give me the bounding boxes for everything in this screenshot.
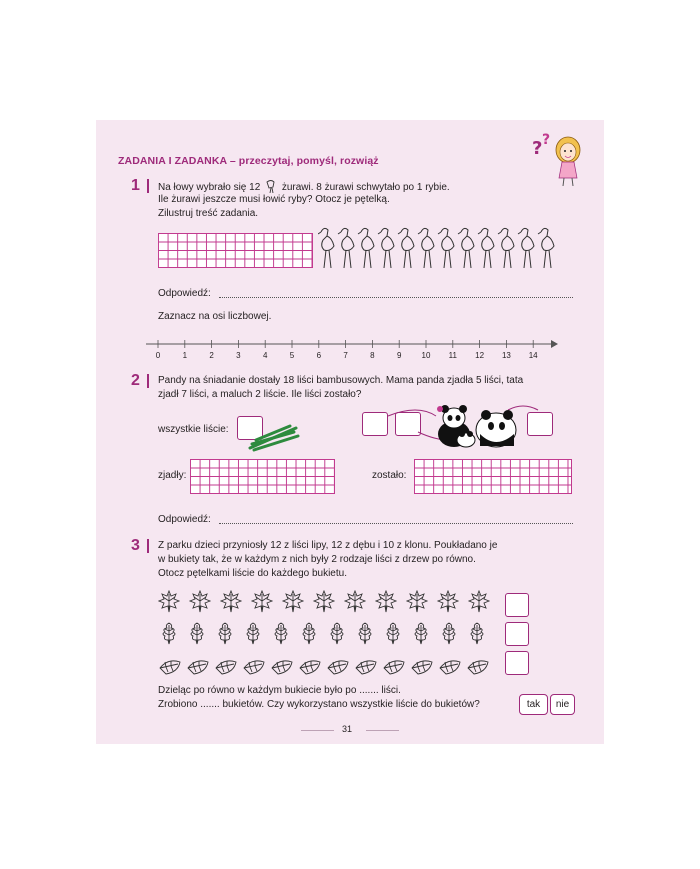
number-line-label: 9	[396, 351, 402, 360]
task3-number: 3	[131, 537, 140, 554]
task3-line2: w bukiety tak, że w każdym z nich były 2 rodzaje liści z drzew po równo.	[158, 554, 476, 565]
task3-line1: Z parku dzieci przyniosły 12 z liści lipy, 12 z dębu i 10 z klonu. Poukładano je	[158, 540, 498, 551]
number-line-label: 8	[370, 351, 375, 360]
task1-numberline-label: Zaznacz na osi liczbowej.	[158, 311, 272, 322]
all-leaves-label: wszystkie liście:	[158, 424, 229, 435]
number-line-label: 7	[343, 351, 348, 360]
left-grid[interactable]	[414, 459, 572, 494]
heading-bold: ZADANIA I ZADANKA	[118, 155, 227, 167]
bouquet-box-2[interactable]	[505, 622, 529, 646]
number-line-label: 12	[475, 351, 485, 360]
number-line-label: 14	[528, 351, 538, 360]
task1-number: 1	[131, 177, 140, 194]
number-line[interactable]	[146, 338, 561, 364]
number-line-label: 5	[289, 351, 295, 360]
workbook-page	[96, 120, 604, 744]
task2-number: 2	[131, 372, 140, 389]
heading-rest: – przeczytaj, pomyśl, rozwiąż	[226, 155, 379, 167]
task1-answer-line[interactable]	[219, 297, 573, 298]
bouquet-box-3[interactable]	[505, 651, 529, 675]
number-line-label: 11	[448, 351, 457, 360]
bamboo-leaves-icon	[246, 422, 302, 452]
task2-line2: zjadł 7 liści, a maluch 2 liście. Ile liści zostało?	[158, 389, 362, 400]
page-number: 31	[342, 724, 353, 734]
task2-answer-line[interactable]	[219, 523, 573, 524]
thinking-girl-icon	[526, 128, 586, 190]
task2-line1: Pandy na śniadanie dostały 18 liści bambusowych. Mama panda zjadła 5 liści, tata	[158, 375, 524, 386]
leaves-illustration	[158, 590, 500, 684]
ate-label: zjadły:	[158, 470, 187, 481]
task2-bar	[147, 374, 149, 388]
number-line-label: 13	[501, 351, 511, 360]
page-heading	[118, 155, 379, 167]
footer-line-right	[366, 730, 399, 731]
pandas-illustration	[358, 396, 558, 450]
crane-icon	[263, 179, 279, 193]
task1-drawing-grid[interactable]	[158, 233, 313, 268]
yes-option[interactable]: tak	[519, 694, 548, 715]
svg-text:?: ?	[542, 132, 551, 148]
left-label: zostało:	[372, 470, 407, 481]
number-line-label: 2	[209, 351, 214, 360]
cranes-illustration	[318, 224, 564, 272]
svg-text:?: ?	[532, 138, 543, 159]
task1-line1b: żurawi. 8 żurawi schwytało po 1 rybie.	[281, 182, 450, 193]
task3-bar	[147, 539, 149, 553]
number-line-label: 3	[236, 351, 241, 360]
task2-answer-label: Odpowiedź:	[158, 514, 211, 525]
task1-bar	[147, 179, 149, 193]
task1-answer-label: Odpowiedź:	[158, 288, 211, 299]
number-line-label: 1	[182, 351, 188, 360]
number-line-label: 4	[262, 351, 268, 360]
number-line-axis	[146, 338, 561, 350]
no-option[interactable]: nie	[550, 694, 575, 715]
task1-line2: Ile żurawi jeszcze musi łowić ryby? Otocz je pętelką.	[158, 194, 390, 205]
ate-grid[interactable]	[190, 459, 335, 494]
number-line-label: 0	[155, 351, 161, 360]
task3-line3: Otocz pętelkami liście do każdego bukietu.	[158, 568, 347, 579]
number-line-label: 10	[421, 351, 431, 360]
task3-sentence1: Dzieląc po równo w każdym bukiecie było po ....... liści.	[158, 685, 401, 696]
task3-sentence2: Zrobiono ....... bukietów. Czy wykorzystano wszystkie liście do bukietów?	[158, 699, 480, 710]
footer-line-left	[301, 730, 334, 731]
task1-line1a: Na łowy wybrało się 12	[158, 182, 261, 193]
bouquet-box-1[interactable]	[505, 593, 529, 617]
task1-line3: Zilustruj treść zadania.	[158, 208, 259, 219]
number-line-label: 6	[316, 351, 322, 360]
